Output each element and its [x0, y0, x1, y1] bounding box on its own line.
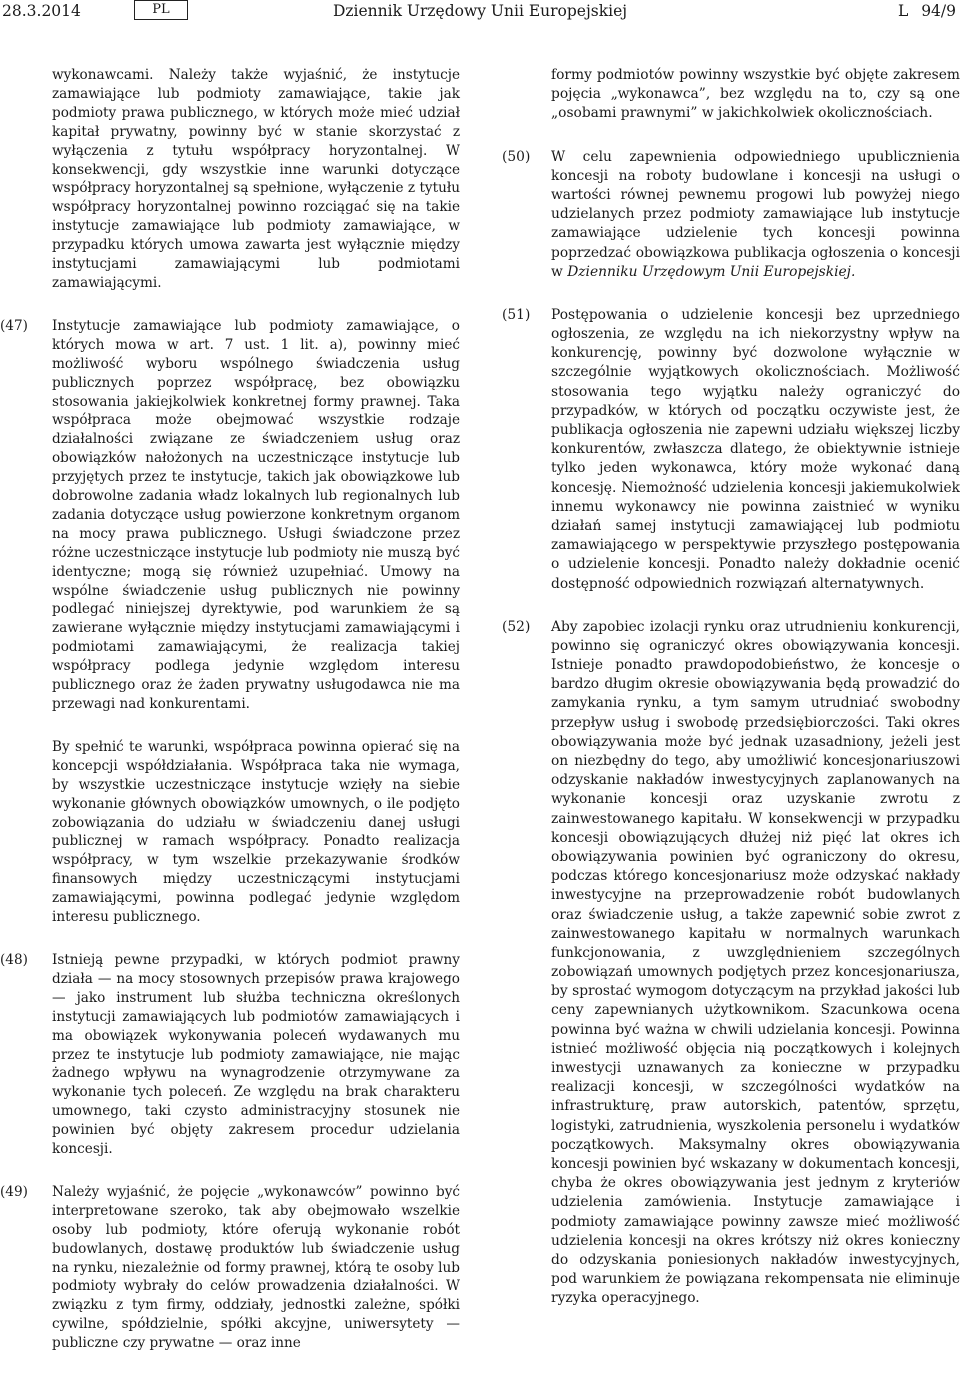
- recital-52: [502, 618, 960, 1309]
- recital-text: Istnieją pewne przypadki, w których podmiot prawny działa — na mocy stosownych przepisów prawa krajowego — jako instrument lub służba techniczna określonych instytucji zamawiających lub podmiotów zamawiających i ma obowiązek wykonywania poleceń wydawanych mu przez te instytucje lub podmioty zamawiające, nie mając żadnego wpływu na wynagrodzenie otrzymywane za wykonanie tych poleceń. Ze względu na brak charakteru umownego, taki czysto administracyjny stosunek nie powinien być objęty zakresem procedur udzielania koncesji.: [52, 951, 460, 1158]
- recital-47: [0, 317, 460, 714]
- recital-50: [502, 148, 960, 282]
- recital-number: (48): [0, 951, 28, 968]
- journal-title: Dziennik Urzędowy Unii Europejskiej: [332, 2, 628, 20]
- recital-48: [0, 951, 460, 1159]
- recital-text: W celu zapewnienia odpowiedniego upublicznienia koncesji na roboty budowlane i koncesji na usługi o wartości równej pewnemu progowi lub powyżej niego udzielanych przez podmioty zamawiające lub instytucje zamawiające udzielenie tych koncesji powinna poprzedzać obowiązkowa publikacja ogłoszenia o koncesji w Dzienniku Urzędowym Unii Europejskiej.: [551, 148, 960, 280]
- recital-46-continuation: wykonawcami. Należy także wyjaśnić, że instytucje zamawiające lub podmioty zamawiające, takie jak podmioty prawa publicznego, w których może mieć udział kapitał prywatny, powinny być w stanie skorzystać z wyłączenia z tytułu współpracy horyzontalnej. W konsekwencji, gdy wszystkie inne warunki dotyczące współpracy horyzontalnej są spełnione, wyłączenie z tytułu współpracy horyzontalnej powinno rozciągać się na takie instytucje zamawiające lub podmioty zamawiające, w przypadku których umowa zawarta jest wyłącznie między instytucjami zamawiającymi lub podmiotami zamawiającymi.: [52, 67, 460, 291]
- page-reference: L 94/9: [897, 2, 956, 20]
- journal-name-italic: Dzienniku Urzędowym Unii Europejskiej.: [567, 263, 856, 280]
- recital-49-continuation: formy podmiotów powinny wszystkie być objęte zakresem pojęcia „wykonawca”, bez względu na to, czy są one „osobami prawnymi” w jakichkolwiek okolicznościach.: [551, 67, 960, 122]
- recital-text: Należy wyjaśnić, że pojęcie „wykonawców” powinno być interpretowane szeroko, tak aby obejmowało wszelkie osoby lub podmioty, które oferują wykonanie robót budowlanych, dostawę produktów lub świadczenie usług na rynku, niezależnie od formy prawnej, którą te osoby lub podmioty wybrały do celów prowadzenia działalności. W związku z tym firmy, oddziały, jednostki zależne, spółki cywilne, spółdzielnie, spółki akcyjne, uniwersytety — publiczne czy prywatne — oraz inne: [52, 1183, 460, 1352]
- recital-51: [502, 306, 960, 594]
- publication-date: 28.3.2014: [2, 2, 81, 20]
- recital-49: [0, 1183, 460, 1353]
- recital-number: (49): [0, 1183, 28, 1200]
- language-badge: PL: [134, 0, 188, 20]
- recital-text: Postępowania o udzielenie koncesji bez uprzedniego ogłoszenia, ze względu na ich niekorzystny wpływ na konkurencję, powinny być dozwolone wyłącznie w szczególnie wyjątkowych okolicznościach. Możliwość stosowania tego wyjątku należy ograniczyć do przypadków, w których od początku oczywiste jest, że publikacja ogłoszenia nie zapewni udziału większej liczby konkurentów, zwłaszcza dlatego, że obiektywnie istnieje tylko jeden wykonawca, który może wykonać daną koncesję. Niemożność udzielenia koncesji jakiemukolwiek innemu wykonawcy nie powinna zaistnieć w wyniku działań samej instytucji zamawiającej lub podmiotu zamawiającego w perspektywie przyszłego postępowania o udzielenie koncesji. Ponadto należy dokładnie ocenić dostępność odpowiednich rozwiązań alternatywnych.: [551, 306, 960, 592]
- recital-number: (50): [502, 148, 531, 165]
- recital-number: (52): [502, 618, 531, 635]
- recital-text: Aby zapobiec izolacji rynku oraz utrudnieniu konkurencji, powinno się ograniczyć okres obowiązywania koncesji. Istnieje ponadto prawdopodobieństwo, że koncesje o bardzo długim okresie obowiązywania będą prowadzić do zamykania rynku, a tym samym utrudniać swobodny przepływ usług i swobodę przedsiębiorczości. Taki okres obowiązywania może być jednak uzasadniony, jeżeli jest on niezbędny do tego, aby umożliwić koncesjonariuszowi odzyskanie nakładów inwestycyjnych zaplanowanych na wykonanie koncesji oraz uzyskanie zwrotu z zainwestowanego kapitału. W konsekwencji w przypadku koncesji obowiązujących dłużej niż pięć lat okres ich obowiązywania powinien być ograniczony do okresu, podczas którego koncesjonariusz może odzyskać nakłady inwestycyjne na przeprowadzenie robót budowlanych oraz świadczenie usług, a także zapewnić sobie zwrot z zainwestowanego kapitału w normalnych warunkach funkcjonowania, z uwzględnieniem szczególnych zobowiązań umownych podjętych przez koncesjonariusza, by sprostać wymogom dotyczącym na przykład jakości lub ceny zapewnianych użytkownikom. Szacunkowa ocena powinna być ważna w chwili udzielania koncesji. Powinna istnieć możliwość objęcia nią początkowych i kolejnych inwestycji uznawanych za konieczne w przypadku realizacji koncesji, w szczególności wydatków na infrastrukturę, praw autorskich, patentów, sprzętu, logistyki, zatrudnienia, wyszkolenia personelu i wydatków początkowych. Maksymalny okres obowiązywania koncesji powinien być wskazany w dokumentach koncesji, chyba że okres obowiązywania jest jednym z kryteriów udzielenia zamówienia. Instytucje zamawiające i podmioty zamawiające powinny zawsze mieć możliwość udzielenia koncesji na okres krótszy niż okres konieczny do odzyskania poniesionych nakładów inwestycyjnych, pod warunkiem że powiązana rekompensata nie eliminuje ryzyka operacyjnego.: [551, 618, 960, 1307]
- recital-text: Instytucje zamawiające lub podmioty zamawiające, o których mowa w art. 7 ust. 1 lit. a), powinny mieć możliwość wyboru wspólnego świadczenia usług publicznych poprzez współpracę, bez obowiązku stosowania jakiejkolwiek konkretnej formy prawnej. Taka współpraca może obejmować wszystkie rodzaje działalności związane ze świadczeniem usług oraz obowiązków nałożonych na uczestniczące instytucje lub przyjętych przez te instytucje, takich jak obowiązkowe lub dobrowolne zadania władz lokalnych lub regionalnych lub zadania dotyczące usług powierzone konkretnym organom na mocy prawa publicznego. Usługi świadczone przez różne uczestniczące instytucje lub podmioty nie muszą być identyczne; mogą się również uzupełniać. Umowy na wspólne świadczenie usług publicznych nie powinny podlegać niniejszej dyrektywie, pod warunkiem że są zawierane wyłącznie między instytucjami zamawiającymi i podmiotami zamawiającymi, że realizacja takiej współpracy podlega jedynie względom interesu publicznego oraz że żaden prywatny usługodawca nie ma przewagi nad konkurentami.: [52, 317, 460, 712]
- recital-number: (47): [0, 317, 28, 334]
- left-column: [0, 66, 460, 1377]
- right-column: [502, 66, 960, 1332]
- page-header: [0, 0, 960, 30]
- recital-47-continuation: By spełnić te warunki, współpraca powinna opierać się na koncepcji współdziałania. Współpraca taka nie wymaga, by wszystkie uczestniczące instytucje wzięły na siebie wykonanie głównych obowiązków umownych, o ile podjęto zobowiązania do udziału w świadczeniu danej usługi publicznej w ramach współpracy. Ponadto realizacja współpracy, w tym wszelkie przekazywanie środków finansowych między uczestniczącymi instytucjami zamawiającymi, powinna podlegać jedynie względom interesu publicznego.: [52, 738, 460, 926]
- recital-number: (51): [502, 306, 531, 323]
